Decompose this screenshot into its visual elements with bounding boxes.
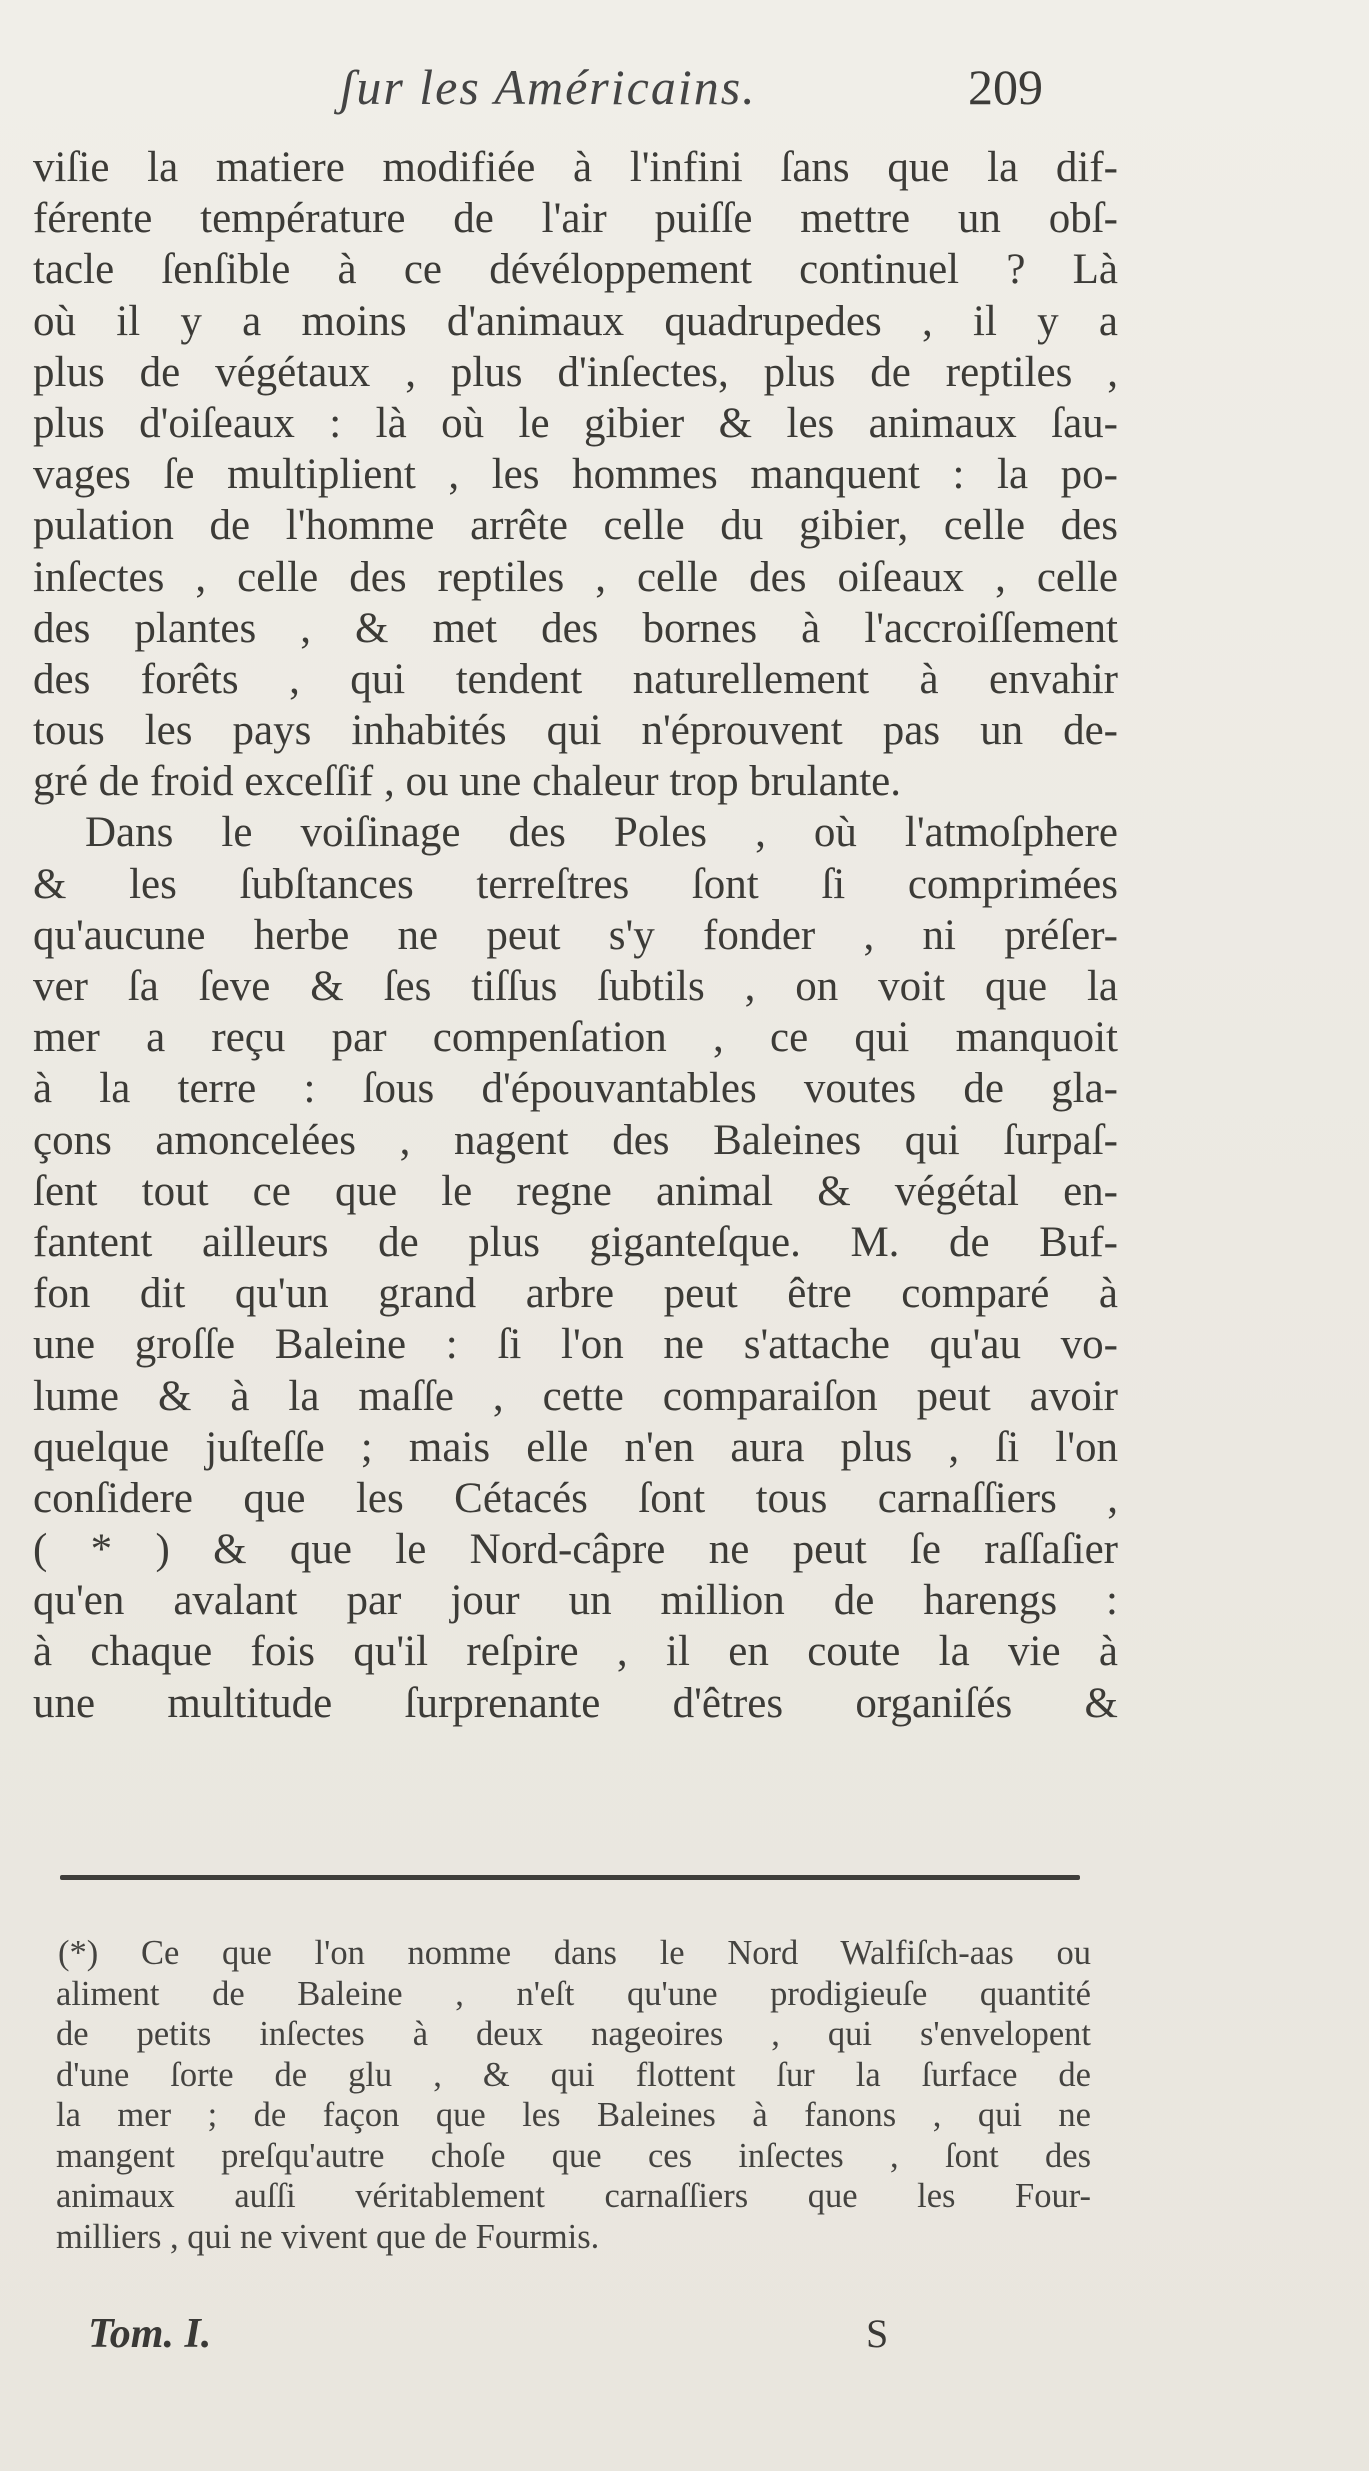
- running-head: ʃur les Américains.: [340, 59, 757, 115]
- text-line: férente température de l'air puiſſe mettre un obſ-: [33, 195, 1118, 243]
- footnote-line: mangent preſqu'autre choſe que ces inſectes , ſont des: [56, 2136, 1091, 2175]
- text-line: fantent ailleurs de plus giganteſque. M. de Buf-: [33, 1218, 1118, 1266]
- text-line: fon dit qu'un grand arbre peut être comparé à: [33, 1270, 1118, 1318]
- text-line: vages ſe multiplient , les hommes manquent : la po-: [33, 451, 1118, 499]
- text-line: viſie la matiere modifiée à l'infini ſans que la dif-: [33, 144, 1118, 191]
- footnote-line: la mer ; de façon que les Baleines à fanons , qui ne: [56, 2096, 1091, 2134]
- text-line: ver ſa ſeve & ſes tiſſus ſubtils , on voit que la: [33, 963, 1118, 1010]
- text-line: mer a reçu par compenſation , ce qui manquoit: [33, 1014, 1118, 1062]
- main-text: [33, 142, 1118, 1729]
- text-line: quelque juſteſſe ; mais elle n'en aura plus , ſi l'on: [33, 1423, 1118, 1471]
- text-line: pulation de l'homme arrête celle du gibier, celle des: [33, 502, 1118, 550]
- page-footer: [56, 2310, 1056, 2370]
- text-line: une multitude ſurprenante d'êtres organiſés &: [33, 1679, 1118, 1727]
- text-line: çons amoncelées , nagent des Baleines qui ſurpaſ-: [33, 1116, 1118, 1164]
- text-line: qu'aucune herbe ne peut s'y fonder , ni préſer-: [33, 911, 1118, 959]
- footnote-line: milliers , qui ne vivent que de Fourmis.: [56, 2217, 600, 2256]
- text-line: & les ſubſtances terreſtres ſont ſi comprimées: [33, 860, 1118, 908]
- text-line: ſent tout ce que le regne animal & végétal en-: [33, 1167, 1118, 1215]
- footnote-line: d'une ſorte de glu , & qui flottent ſur la ſurface de: [56, 2055, 1091, 2094]
- text-line: des plantes , & met des bornes à l'accroiſſement: [33, 604, 1118, 652]
- text-line: tous les pays inhabités qui n'éprouvent pas un de-: [33, 707, 1118, 755]
- footnote-line: (*) Ce que l'on nomme dans le Nord Walfiſch-aas ou: [58, 1934, 1091, 1972]
- text-line: qu'en avalant par jour un million de harengs :: [33, 1577, 1118, 1625]
- text-line: tacle ſenſible à ce dévéloppement continuel ? Là: [33, 246, 1118, 294]
- text-line: conſidere que les Cétacés ſont tous carnaſſiers ,: [33, 1474, 1118, 1522]
- footnote-reference-line: ( * ) & que le Nord-câpre ne peut ſe raſſaſier: [33, 1526, 1118, 1574]
- text-line: plus d'oiſeaux : là où le gibier & les animaux ſau-: [33, 399, 1118, 447]
- text-line: à chaque fois qu'il reſpire , il en coute la vie à: [33, 1628, 1118, 1676]
- text-line: plus de végétaux , plus d'inſectes, plus de reptiles ,: [33, 348, 1118, 396]
- text-line: une groſſe Baleine : ſi l'on ne s'attache qu'au vo-: [33, 1321, 1118, 1369]
- footnote-line: de petits inſectes à deux nageoires , qui s'envelopent: [56, 2015, 1091, 2053]
- footnote-line: aliment de Baleine , n'eſt qu'une prodigieuſe quantité: [56, 1974, 1091, 2013]
- volume-label: Tom. I.: [88, 2311, 212, 2357]
- text-line: où il y a moins d'animaux quadrupedes , il y a: [33, 297, 1118, 345]
- signature-mark: S: [866, 2311, 889, 2356]
- footnote: [56, 1933, 1091, 2257]
- text-line: à la terre : ſous d'épouvantables voutes de gla-: [33, 1065, 1118, 1113]
- page-header: [0, 58, 1369, 128]
- footnote-line: animaux auſſi véritablement carnaſſiers que les Four-: [56, 2177, 1091, 2215]
- text-line: gré de froid exceſſif , ou une chaleur trop brulante.: [33, 758, 901, 806]
- footnote-separator-rule: [60, 1875, 1080, 1880]
- paragraph-start-line: Dans le voiſinage des Poles , où l'atmoſphere: [85, 809, 1118, 857]
- text-line: lume & à la maſſe , cette comparaiſon peut avoir: [33, 1372, 1118, 1420]
- page-number: 209: [968, 59, 1043, 115]
- text-line: inſectes , celle des reptiles , celle des oiſeaux , celle: [33, 553, 1118, 601]
- text-line: des forêts , qui tendent naturellement à envahir: [33, 655, 1118, 703]
